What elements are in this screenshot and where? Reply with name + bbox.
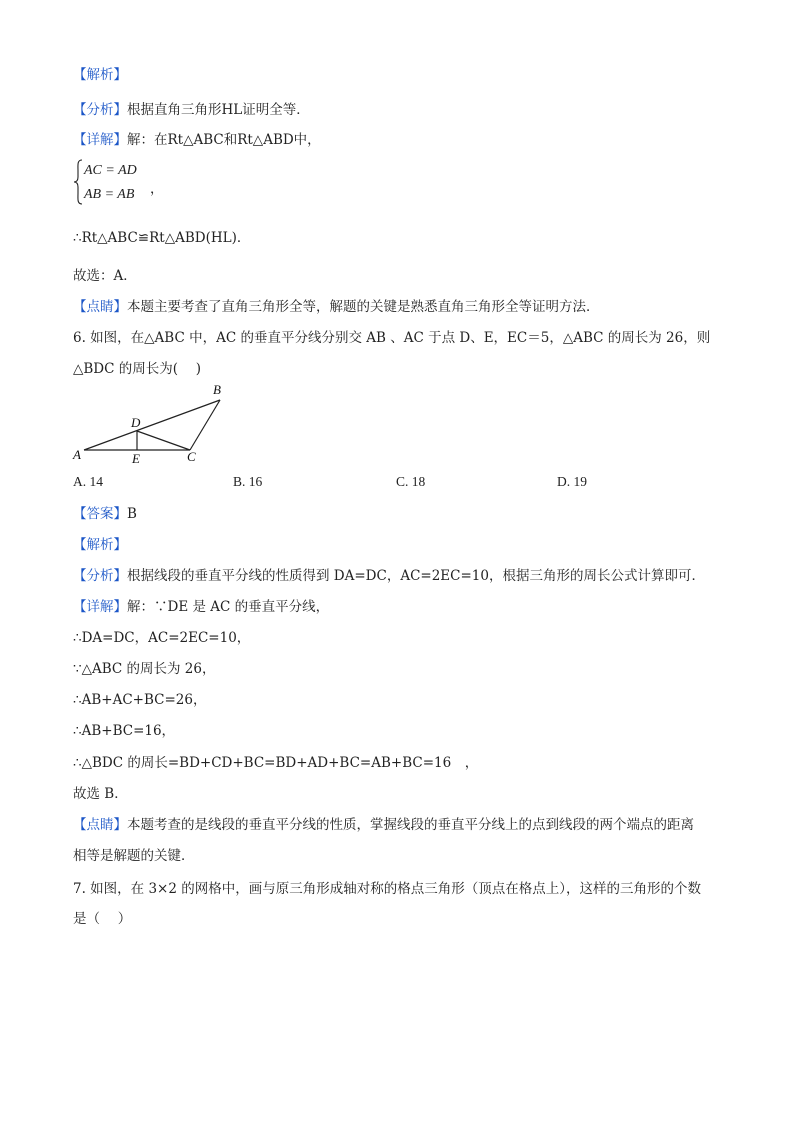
analysis-heading: 【解析】 [73, 67, 127, 83]
analysis-xiangjie: 【详解】解：在Rt△ABC和Rt△ABD中， [73, 132, 321, 148]
q6-step-2: ∴DA=DC，AC=2EC=10， [73, 630, 251, 646]
q6-stem-line-1: 6. 如图，在△ABC 中，AC 的垂直平分线分别交 AB 、AC 于点 D、E，EC＝5，△ABC 的周长为 26，则 [73, 330, 711, 346]
q6-analysis-heading: 【解析】 [73, 537, 127, 553]
segment-dc [137, 431, 190, 450]
dianjing-line: 【点睛】本题主要考查了直角三角形全等，解题的关键是熟悉直角三角形全等证明方法． [73, 299, 600, 315]
q6-step-7: 故选 B． [73, 786, 128, 802]
equation-brace-icon [73, 159, 83, 205]
segment-bc [190, 400, 220, 450]
option-a: A. 14 [73, 474, 103, 489]
q6-stem-line-2: △BDC 的周长为( ) [73, 361, 202, 377]
segment-ab [84, 400, 220, 450]
option-b: B. 16 [233, 474, 263, 489]
label-e: E [132, 451, 140, 466]
q6-step-5: ∴AB+BC=16， [73, 723, 176, 739]
triangle-figure [70, 380, 230, 466]
option-c: C. 18 [396, 474, 426, 489]
choice-line: 故选：A． [73, 268, 137, 284]
analysis-fenxi: 【分析】根据直角三角形HL证明全等． [73, 102, 310, 118]
label-c: C [187, 449, 196, 464]
q6-step-6: ∴△BDC 的周长=BD+CD+BC=BD+AD+BC=AB+BC=16 ， [73, 755, 479, 771]
label-d: D [131, 415, 141, 430]
option-d: D. 19 [557, 474, 587, 489]
equation-line-1: AC = AD [84, 163, 137, 178]
q6-dianjing: 【点睛】本题考查的是线段的垂直平分线的性质，掌握线段的垂直平分线上的点到线段的两个端点的距离 [73, 817, 694, 833]
conclusion-line: ∴Rt△ABC≌Rt△ABD(HL)． [73, 230, 251, 246]
q6-xiangjie: 【详解】解：∵DE 是 AC 的垂直平分线， [73, 599, 330, 615]
q6-step-3: ∵△ABC 的周长为 26， [73, 661, 216, 677]
q6-step-4: ∴AB+AC+BC=26， [73, 692, 207, 708]
label-a: A [73, 447, 81, 462]
equation-line-2: AB = AB [84, 187, 135, 202]
q6-answer: 【答案】B [73, 506, 137, 522]
label-b: B [213, 382, 221, 397]
q6-dianjing-line-2: 相等是解题的关键． [73, 848, 195, 864]
q7-stem-line-2: 是（ ） [73, 911, 132, 927]
equation-comma: ， [150, 181, 164, 197]
q7-stem-line-1: 7. 如图，在 3×2 的网格中，画与原三角形成轴对称的格点三角形（顶点在格点上），这样的三角形的个数 [73, 881, 701, 897]
q6-fenxi: 【分析】根据线段的垂直平分线的性质得到 DA=DC，AC=2EC=10，根据三角形的周长公式计算即可． [73, 568, 705, 584]
